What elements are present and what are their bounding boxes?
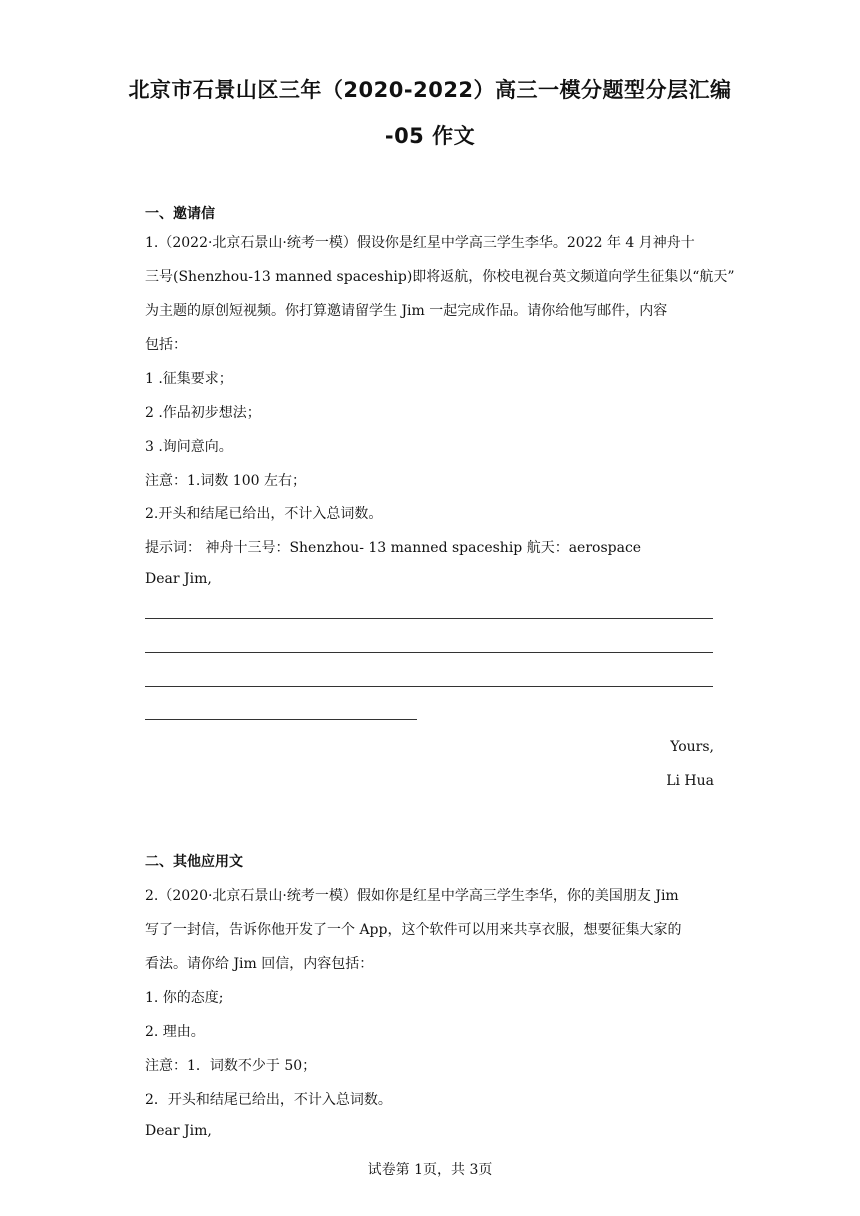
requirement-item-2: 2 .作品初步想法； bbox=[145, 405, 261, 421]
page-footer: 试卷第 1页，共 3页 bbox=[367, 1162, 493, 1178]
document-title-line2: -05 作文 bbox=[384, 124, 476, 148]
question-1-line-4: 包括： bbox=[145, 337, 187, 353]
question-1-line-1: 1.（2022·北京石景山·统考一模）假设你是红星中学高三学生李华。2022 年 4 月神舟十 bbox=[145, 235, 695, 251]
note-word-count: 注意：1．词数不少于 50； bbox=[145, 1058, 317, 1074]
question-2-line-1: 2.（2020·北京石景山·统考一模）假如你是红星中学高三学生李华，你的美国朋友 Jim bbox=[145, 888, 679, 904]
note-opening-closing: 2．开头和结尾已给出，不计入总词数。 bbox=[145, 1092, 392, 1108]
hint-words: 提示词： 神舟十三号：Shenzhou- 13 manned spaceship 航天：aerospace bbox=[145, 540, 642, 556]
answer-line bbox=[145, 686, 713, 687]
question-1-line-3: 为主题的原创短视频。你打算邀请留学生 Jim 一起完成作品。请你给他写邮件，内容 bbox=[145, 303, 668, 319]
salutation: Dear Jim, bbox=[145, 1123, 212, 1139]
content-item-2: 2. 理由。 bbox=[145, 1024, 205, 1040]
question-2-line-2: 写了一封信，告诉你他开发了一个 App，这个软件可以用来共享衣服，想要征集大家的 bbox=[145, 922, 682, 938]
section-heading-invitation: 一、邀请信 bbox=[145, 206, 215, 222]
section-heading-other-practical: 二、其他应用文 bbox=[145, 854, 243, 870]
requirement-item-3: 3 .询问意向。 bbox=[145, 439, 233, 455]
salutation: Dear Jim, bbox=[145, 571, 212, 587]
question-1-line-2: 三号(Shenzhou-13 manned spaceship)即将返航，你校电视台英文频道向学生征集以“航天” bbox=[145, 269, 735, 285]
note-opening-closing: 2.开头和结尾已给出，不计入总词数。 bbox=[145, 506, 383, 522]
note-word-count: 注意：1.词数 100 左右； bbox=[145, 473, 306, 489]
letter-signature: Li Hua bbox=[666, 773, 714, 789]
document-title-line1: 北京市石景山区三年（2020-2022）高三一模分题型分层汇编 bbox=[128, 78, 732, 102]
answer-line bbox=[145, 618, 713, 619]
content-item-1: 1. 你的态度; bbox=[145, 990, 224, 1006]
question-2-line-3: 看法。请你给 Jim 回信，内容包括： bbox=[145, 956, 374, 972]
answer-line bbox=[145, 652, 713, 653]
answer-line bbox=[145, 719, 417, 720]
letter-closing: Yours, bbox=[670, 739, 714, 755]
requirement-item-1: 1 .征集要求； bbox=[145, 371, 233, 387]
